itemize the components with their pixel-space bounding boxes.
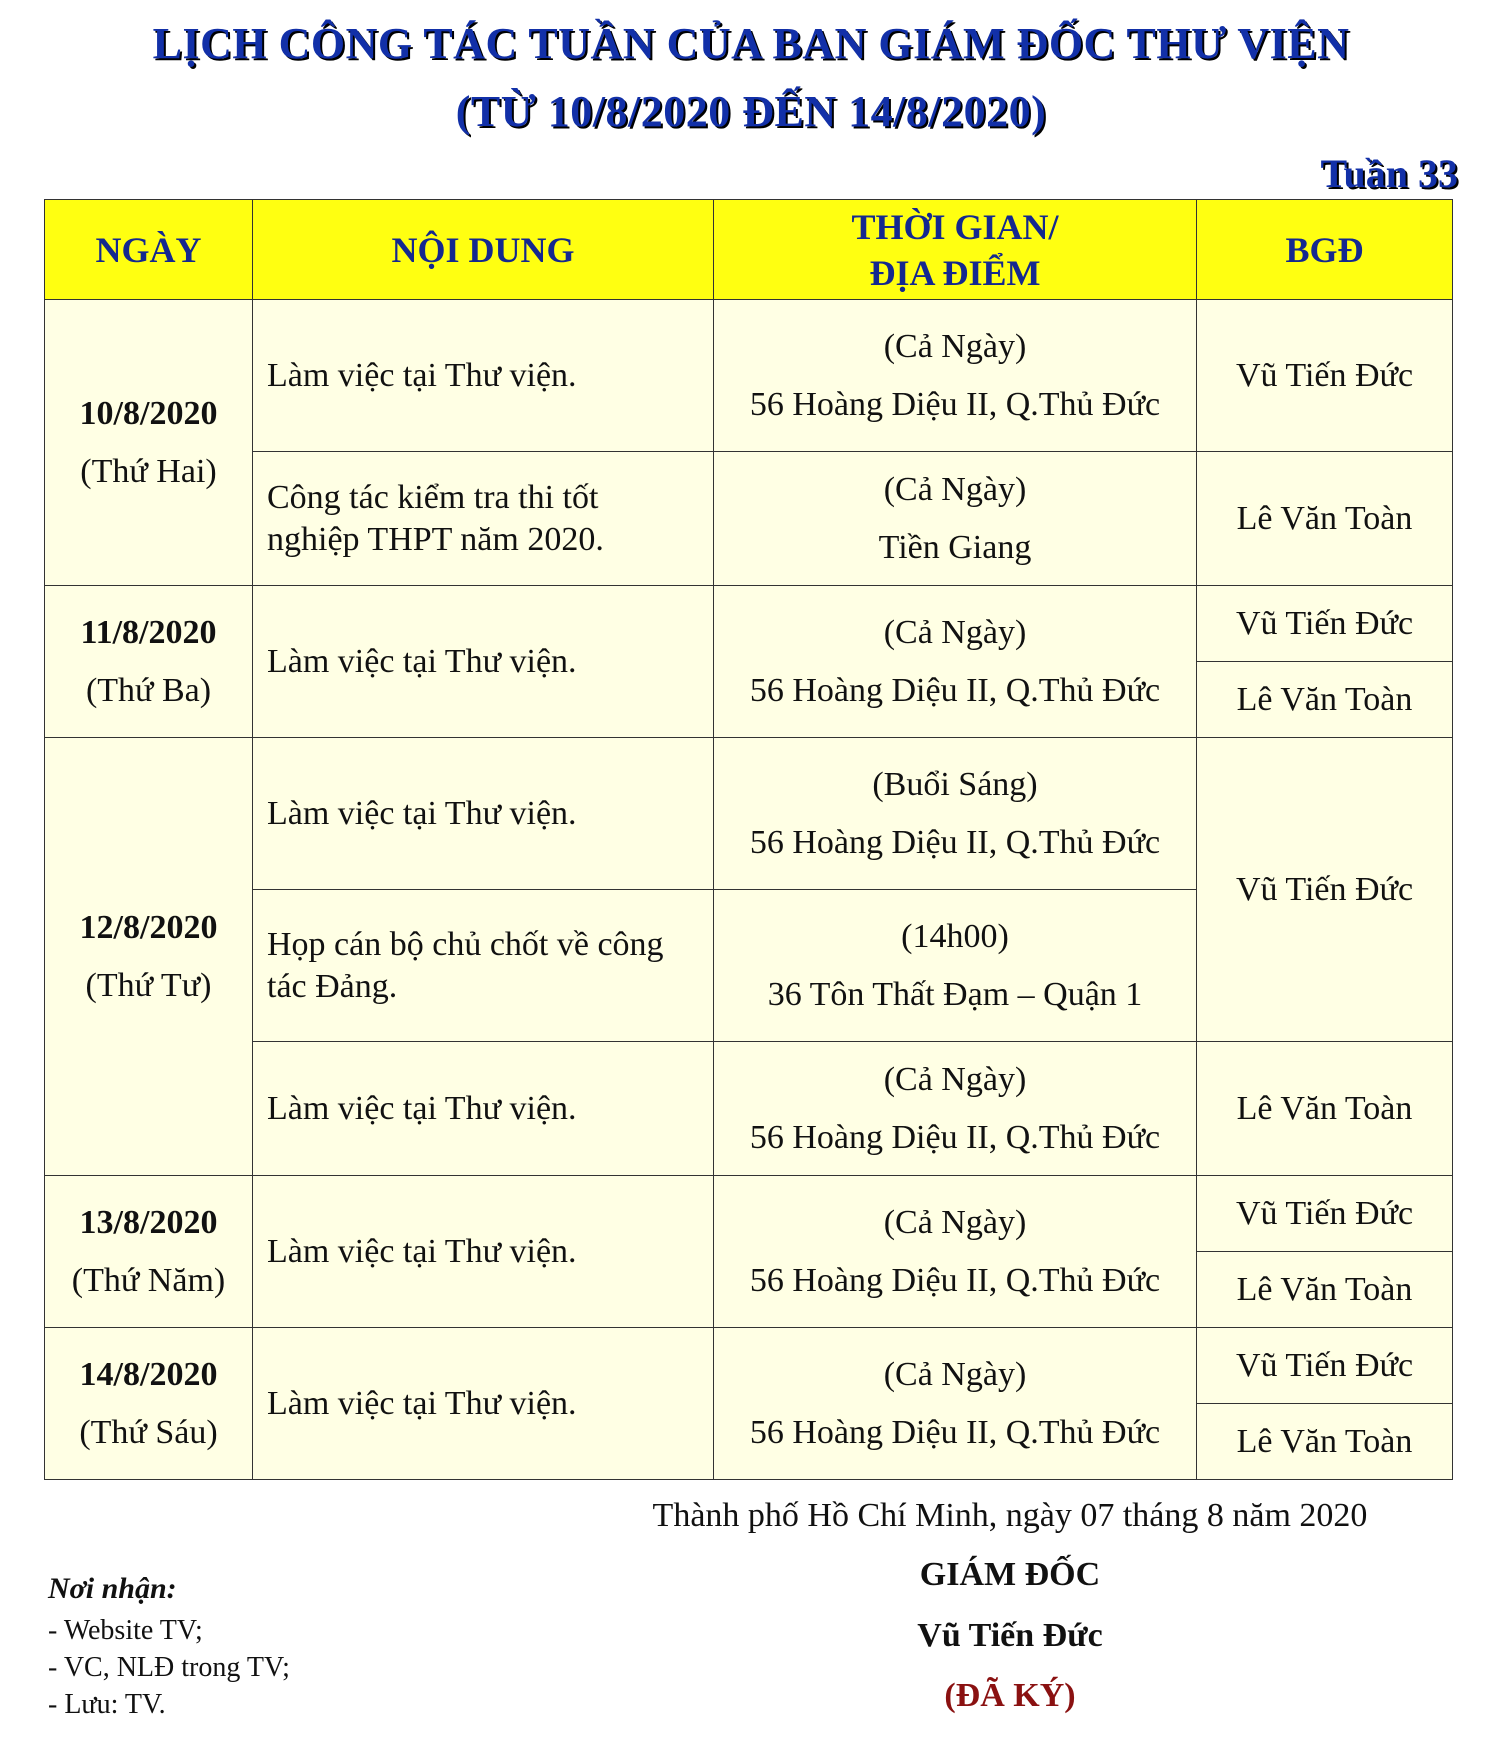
content-cell: Làm việc tại Thư viện. <box>253 586 714 738</box>
content-cell: Làm việc tại Thư viện. <box>253 738 714 890</box>
table-row <box>45 300 1453 376</box>
date: 10/8/2020 <box>79 394 218 432</box>
weekday: (Thứ Tư) <box>85 966 212 1004</box>
person-cell: Vũ Tiến Đức <box>1197 738 1453 1042</box>
date: 13/8/2020 <box>79 1203 218 1241</box>
table-row <box>45 1328 1453 1404</box>
place: 36 Tôn Thất Đạm – Quận 1 <box>767 975 1143 1013</box>
time: (Buổi Sáng) <box>872 765 1038 803</box>
time-place-cell <box>714 586 1197 738</box>
date-cell <box>45 1176 253 1328</box>
date-cell <box>45 300 253 586</box>
signed-note: (ĐÃ KÝ) <box>944 1677 1076 1714</box>
person-cell: Lê Văn Toàn <box>1197 1042 1453 1176</box>
signer-title: GIÁM ĐỐC <box>919 1556 1101 1593</box>
header-person: BGĐ <box>1197 200 1453 300</box>
time: (Cả Ngày) <box>883 1060 1027 1098</box>
time-place-cell <box>714 1328 1197 1480</box>
place: 56 Hoàng Diệu II, Q.Thủ Đức <box>749 1413 1161 1451</box>
table-row <box>45 1176 1453 1252</box>
place: 56 Hoàng Diệu II, Q.Thủ Đức <box>749 671 1161 709</box>
place: 56 Hoàng Diệu II, Q.Thủ Đức <box>749 823 1161 861</box>
recipients-label: Nơi nhận: <box>48 1572 177 1605</box>
time: (Cả Ngày) <box>883 470 1027 508</box>
time-place-cell <box>714 452 1197 586</box>
document-title: LỊCH CÔNG TÁC TUẦN CỦA BAN GIÁM ĐỐC THƯ VIỆN <box>152 19 1350 68</box>
content-cell: Làm việc tại Thư viện. <box>253 300 714 452</box>
date-cell <box>45 738 253 1176</box>
person-cell: Vũ Tiến Đức <box>1197 586 1453 662</box>
time-place-cell <box>714 738 1197 890</box>
place: 56 Hoàng Diệu II, Q.Thủ Đức <box>749 1261 1161 1299</box>
header-content: NỘI DUNG <box>253 200 714 300</box>
person-cell: Vũ Tiến Đức <box>1197 300 1453 452</box>
person-cell: Vũ Tiến Đức <box>1197 1328 1453 1404</box>
content-cell: Làm việc tại Thư viện. <box>253 1328 714 1480</box>
time-place-cell <box>714 300 1197 452</box>
place-and-date: Thành phố Hồ Chí Minh, ngày 07 tháng 8 năm 2020 <box>652 1497 1368 1534</box>
weekday: (Thứ Hai) <box>80 452 217 490</box>
time: (14h00) <box>901 917 1009 955</box>
content-cell: Làm việc tại Thư viện. <box>253 1176 714 1328</box>
date-cell <box>45 586 253 738</box>
table-row <box>45 738 1453 814</box>
schedule-table <box>44 199 1453 1480</box>
person-cell: Lê Văn Toàn <box>1197 1252 1453 1328</box>
header-date: NGÀY <box>45 200 253 300</box>
date: 11/8/2020 <box>80 613 217 651</box>
person-cell: Lê Văn Toàn <box>1197 662 1453 738</box>
week-label: Tuần 33 <box>1320 151 1458 196</box>
date-cell <box>45 1328 253 1480</box>
time: (Cả Ngày) <box>883 613 1027 651</box>
content-cell: Công tác kiểm tra thi tốt nghiệp THPT năm 2020. <box>253 452 714 586</box>
time: (Cả Ngày) <box>883 327 1027 365</box>
weekday: (Thứ Sáu) <box>79 1413 218 1451</box>
recipient-item: - Lưu: TV. <box>48 1689 166 1720</box>
recipient-item: - VC, NLĐ trong TV; <box>48 1652 290 1683</box>
recipient-item: - Website TV; <box>48 1615 203 1646</box>
date: 12/8/2020 <box>79 908 218 946</box>
header-place: ĐỊA ĐIỂM <box>869 252 1041 293</box>
place: 56 Hoàng Diệu II, Q.Thủ Đức <box>749 385 1161 423</box>
content-cell: Họp cán bộ chủ chốt về công tác Đảng. <box>253 890 714 1042</box>
header-time: THỜI GIAN/ <box>851 206 1059 247</box>
time-place-cell <box>714 1176 1197 1328</box>
person-cell: Lê Văn Toàn <box>1197 452 1453 586</box>
person-cell: Lê Văn Toàn <box>1197 1404 1453 1480</box>
header-row <box>45 200 1453 300</box>
person-cell: Vũ Tiến Đức <box>1197 1176 1453 1252</box>
signer-name: Vũ Tiến Đức <box>917 1617 1103 1654</box>
time-place-cell <box>714 1042 1197 1176</box>
table-row <box>45 1042 1453 1109</box>
time: (Cả Ngày) <box>883 1203 1027 1241</box>
place: Tiền Giang <box>878 528 1032 566</box>
table-row <box>45 452 1453 519</box>
document-date-range: (TỪ 10/8/2020 ĐẾN 14/8/2020) <box>455 87 1047 136</box>
table-row <box>45 586 1453 662</box>
header-time-place <box>714 200 1197 300</box>
time-place-cell <box>714 890 1197 1042</box>
weekday: (Thứ Năm) <box>71 1261 226 1299</box>
time: (Cả Ngày) <box>883 1355 1027 1393</box>
place: 56 Hoàng Diệu II, Q.Thủ Đức <box>749 1118 1161 1156</box>
date: 14/8/2020 <box>79 1355 218 1393</box>
content-cell: Làm việc tại Thư viện. <box>253 1042 714 1176</box>
weekday: (Thứ Ba) <box>85 671 212 709</box>
